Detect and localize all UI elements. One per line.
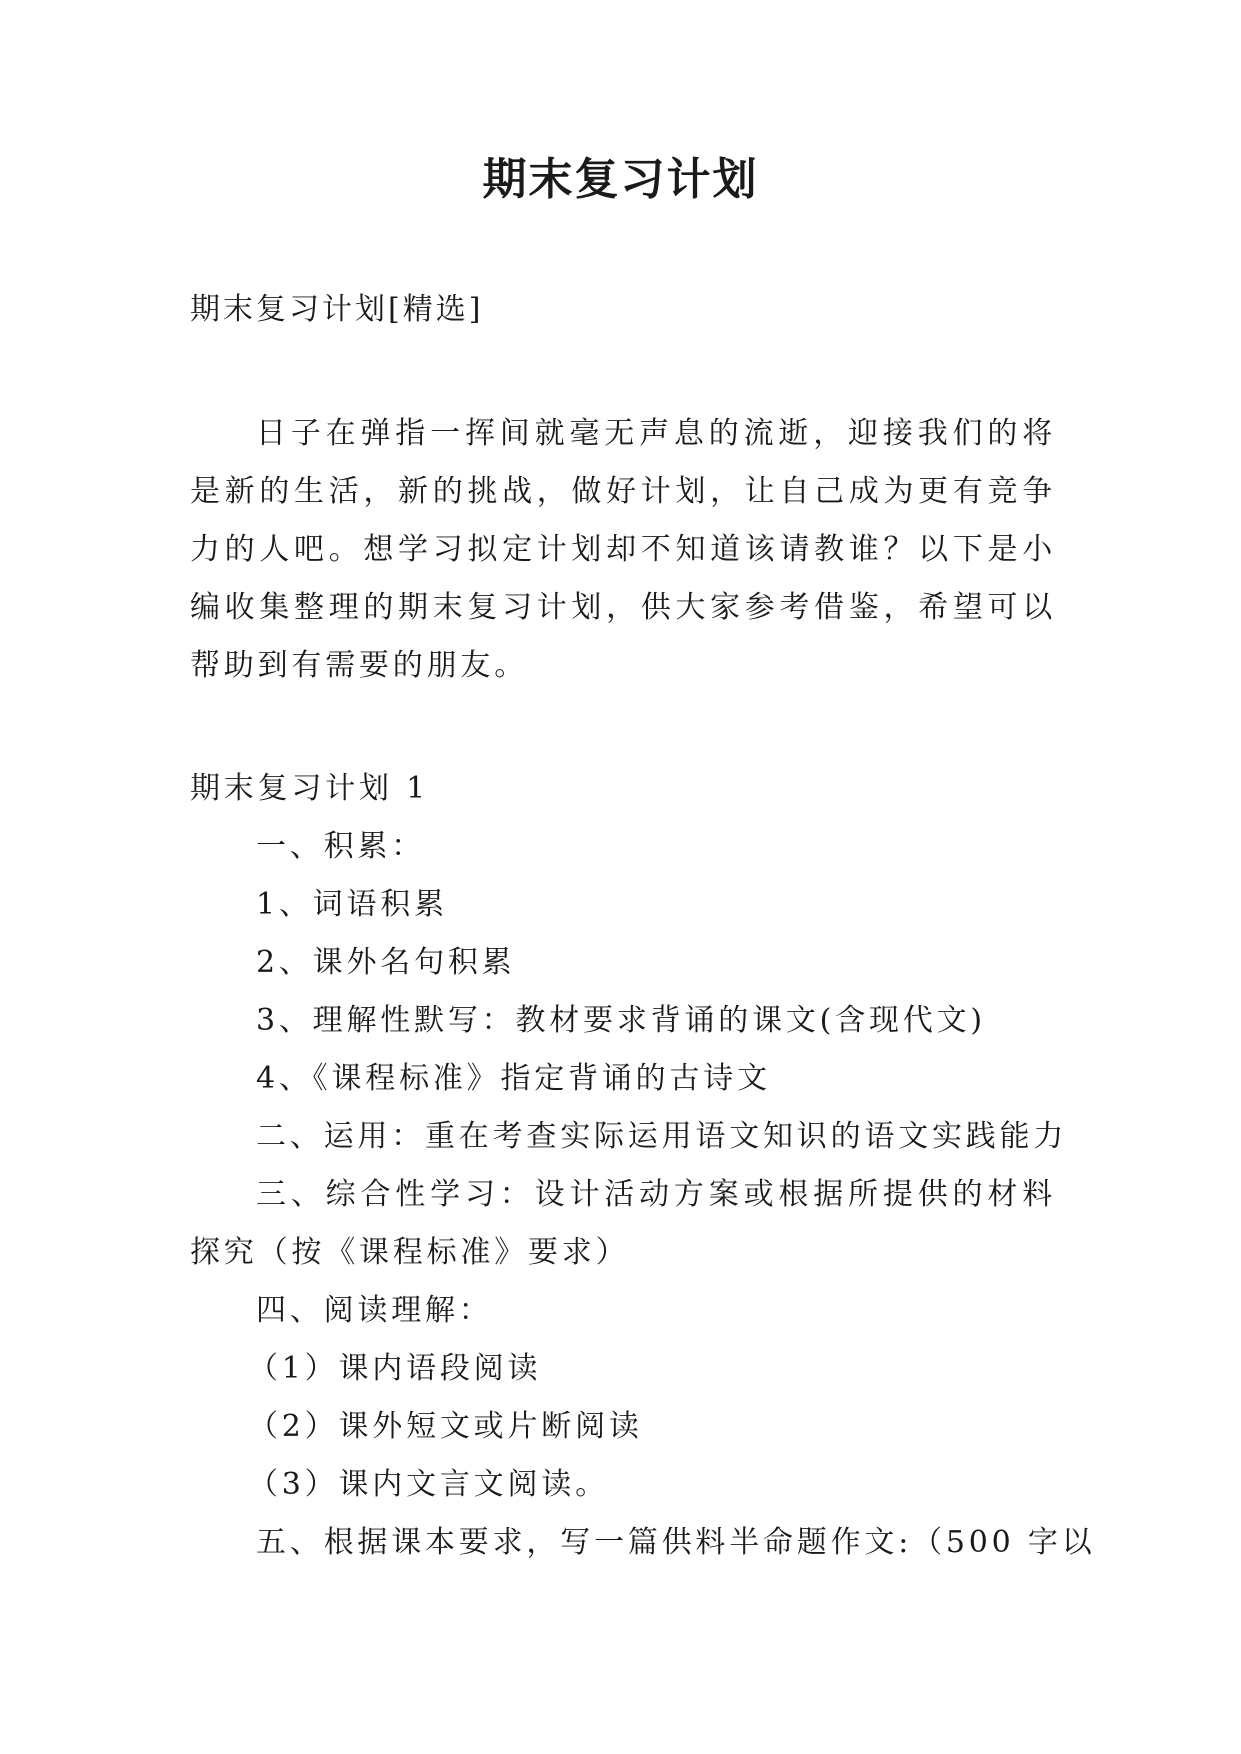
document-title: 期末复习计划 [482, 154, 759, 205]
list-item-reading: 四、阅读理解： [256, 1293, 493, 1328]
list-item-dictation: 3、理解性默写：教材要求背诵的课文(含现代文) [256, 1003, 986, 1038]
plan-section-1 [190, 760, 1096, 1572]
list-item-composition: 五、根据课本要求，写一篇供料半命题作文:（500 字以 [256, 1525, 1096, 1560]
intro-paragraph: 日子在弹指一挥间就毫无声息的流逝，迎接我们的将是新的生活，新的挑战，做好计划，让自己成为更有竞争力的人吧。想学习拟定计划却不知道该请教谁？以下是小编收集整理的期末复习计划，供大家参考借鉴，希望可以帮助到有需要的朋友。 [190, 416, 1056, 683]
list-item-comprehensive-study: 三、综合性学习：设计活动方案或根据所提供的材料探究（按《课程标准》要求） [190, 1177, 1056, 1270]
list-item-classical-poems: 4、《课程标准》指定背诵的古诗文 [256, 1061, 771, 1096]
list-item-extracurricular-reading: （2）课外短文或片断阅读 [248, 1409, 643, 1444]
list-item-accumulation: 一、积累： [256, 829, 425, 864]
list-item-famous-quotes: 2、课外名句积累 [256, 945, 516, 980]
list-item-application: 二、运用：重在考查实际运用语文知识的语文实践能力 [256, 1119, 1068, 1154]
document-subtitle: 期末复习计划[精选] [190, 292, 484, 327]
list-item-vocabulary: 1、词语积累 [256, 887, 448, 922]
list-item-in-class-reading: （1）课内语段阅读 [248, 1351, 542, 1386]
list-item-classical-chinese-reading: （3）课内文言文阅读。 [248, 1467, 609, 1502]
section-heading: 期末复习计划 1 [190, 771, 430, 806]
